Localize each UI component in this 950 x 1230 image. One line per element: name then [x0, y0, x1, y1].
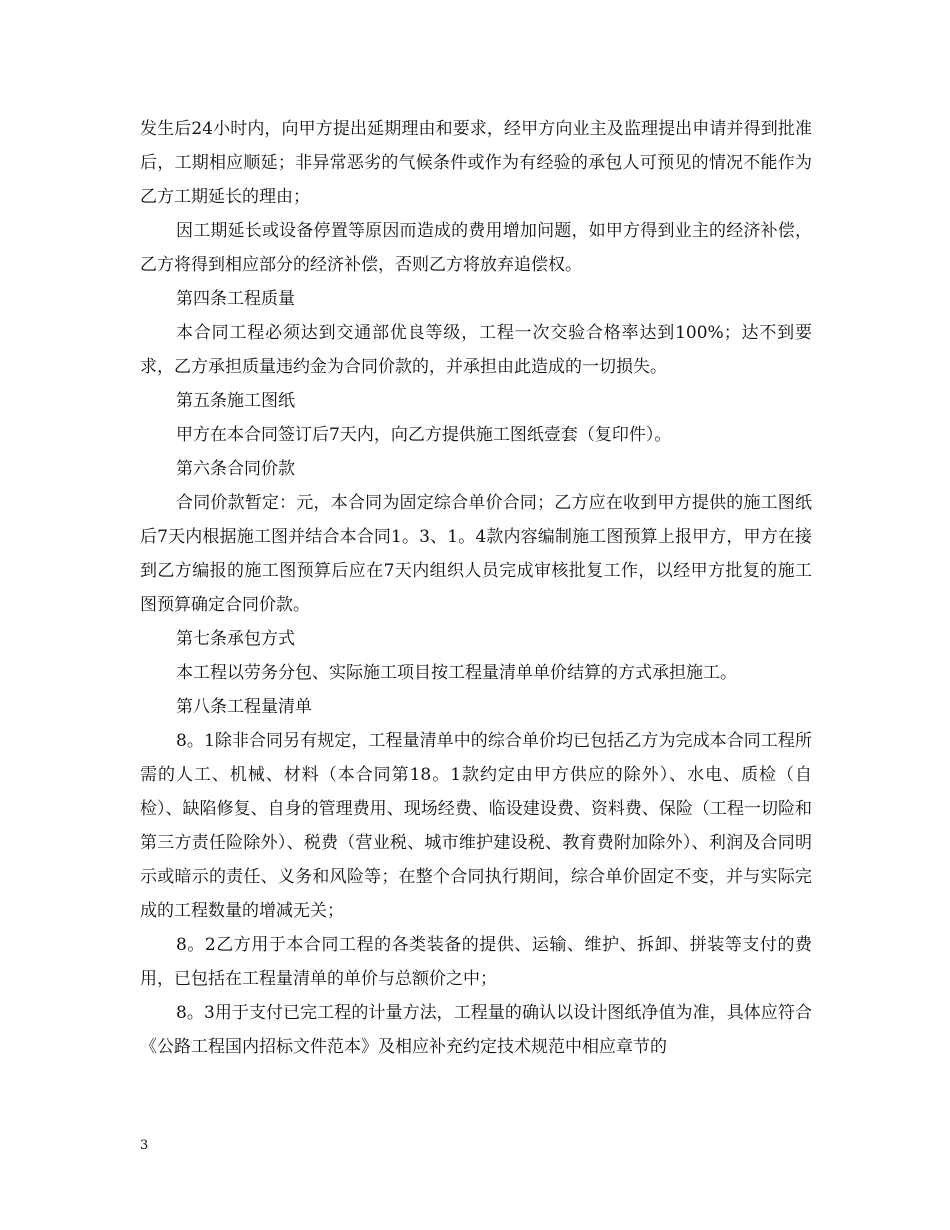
paragraph: 本工程以劳务分包、实际施工项目按工程量清单单价结算的方式承担施工。: [176, 663, 737, 683]
document-body: [140, 112, 812, 1064]
clause-paragraph: 8。1除非合同另有规定，工程量清单中的综合单价均已包括乙方为完成本合同工程所需的人工、机械、材料（本合同第18。1款约定由甲方供应的除外）、水电、质检（自检）、缺陷修复、自身的管理费用、现场经费、临设建设费、资料费、保险（工程一切险和第三方责任险除外）、税费（营业税、城市维护建设税、教育费附加除外）、利润及合同明示或暗示的责任、义务和风险等；在整个合同执行期间，综合单价固定不变，并与实际完成的工程数量的增减无关；: [140, 731, 812, 921]
page-number: 3: [140, 1138, 149, 1153]
section-heading: 第四条工程质量: [176, 289, 295, 309]
clause-paragraph: 8。2乙方用于本合同工程的各类装备的提供、运输、维护、拆卸、拼装等支付的费用，已包括在工程量清单的单价与总额价之中；: [140, 935, 812, 989]
paragraph: 合同价款暂定：元，本合同为固定综合单价合同；乙方应在收到甲方提供的施工图纸后7天内根据施工图并结合本合同1。3、1。4款内容编制施工图预算上报甲方，甲方在接到乙方编报的施工图预算后应在7天内组织人员完成审核批复工作，以经甲方批复的施工图预算确定合同价款。: [140, 493, 812, 615]
paragraph: 因工期延长或设备停置等原因而造成的费用增加问题，如甲方得到业主的经济补偿，乙方将得到相应部分的经济补偿，否则乙方将放弃追偿权。: [140, 221, 812, 275]
section-heading: 第六条合同价款: [176, 459, 295, 479]
paragraph: 甲方在本合同签订后7天内，向乙方提供施工图纸壹套（复印件）。: [176, 425, 672, 445]
section-heading: 第五条施工图纸: [176, 391, 295, 411]
paragraph: 发生后24小时内，向甲方提出延期理由和要求，经甲方向业主及监理提出申请并得到批准后，工期相应顺延；非异常恶劣的气候条件或作为有经验的承包人可预见的情况不能作为乙方工期延长的理由；: [140, 119, 812, 207]
clause-paragraph: 8。3用于支付已完工程的计量方法，工程量的确认以设计图纸净值为准，具体应符合《公路工程国内招标文件范本》及相应补充约定技术规范中相应章节的: [140, 1003, 812, 1057]
section-heading: 第七条承包方式: [176, 629, 295, 649]
paragraph: 本合同工程必须达到交通部优良等级，工程一次交验合格率达到100%；达不到要求，乙方承担质量违约金为合同价款的，并承担由此造成的一切损失。: [140, 323, 812, 377]
section-heading: 第八条工程量清单: [176, 697, 312, 717]
